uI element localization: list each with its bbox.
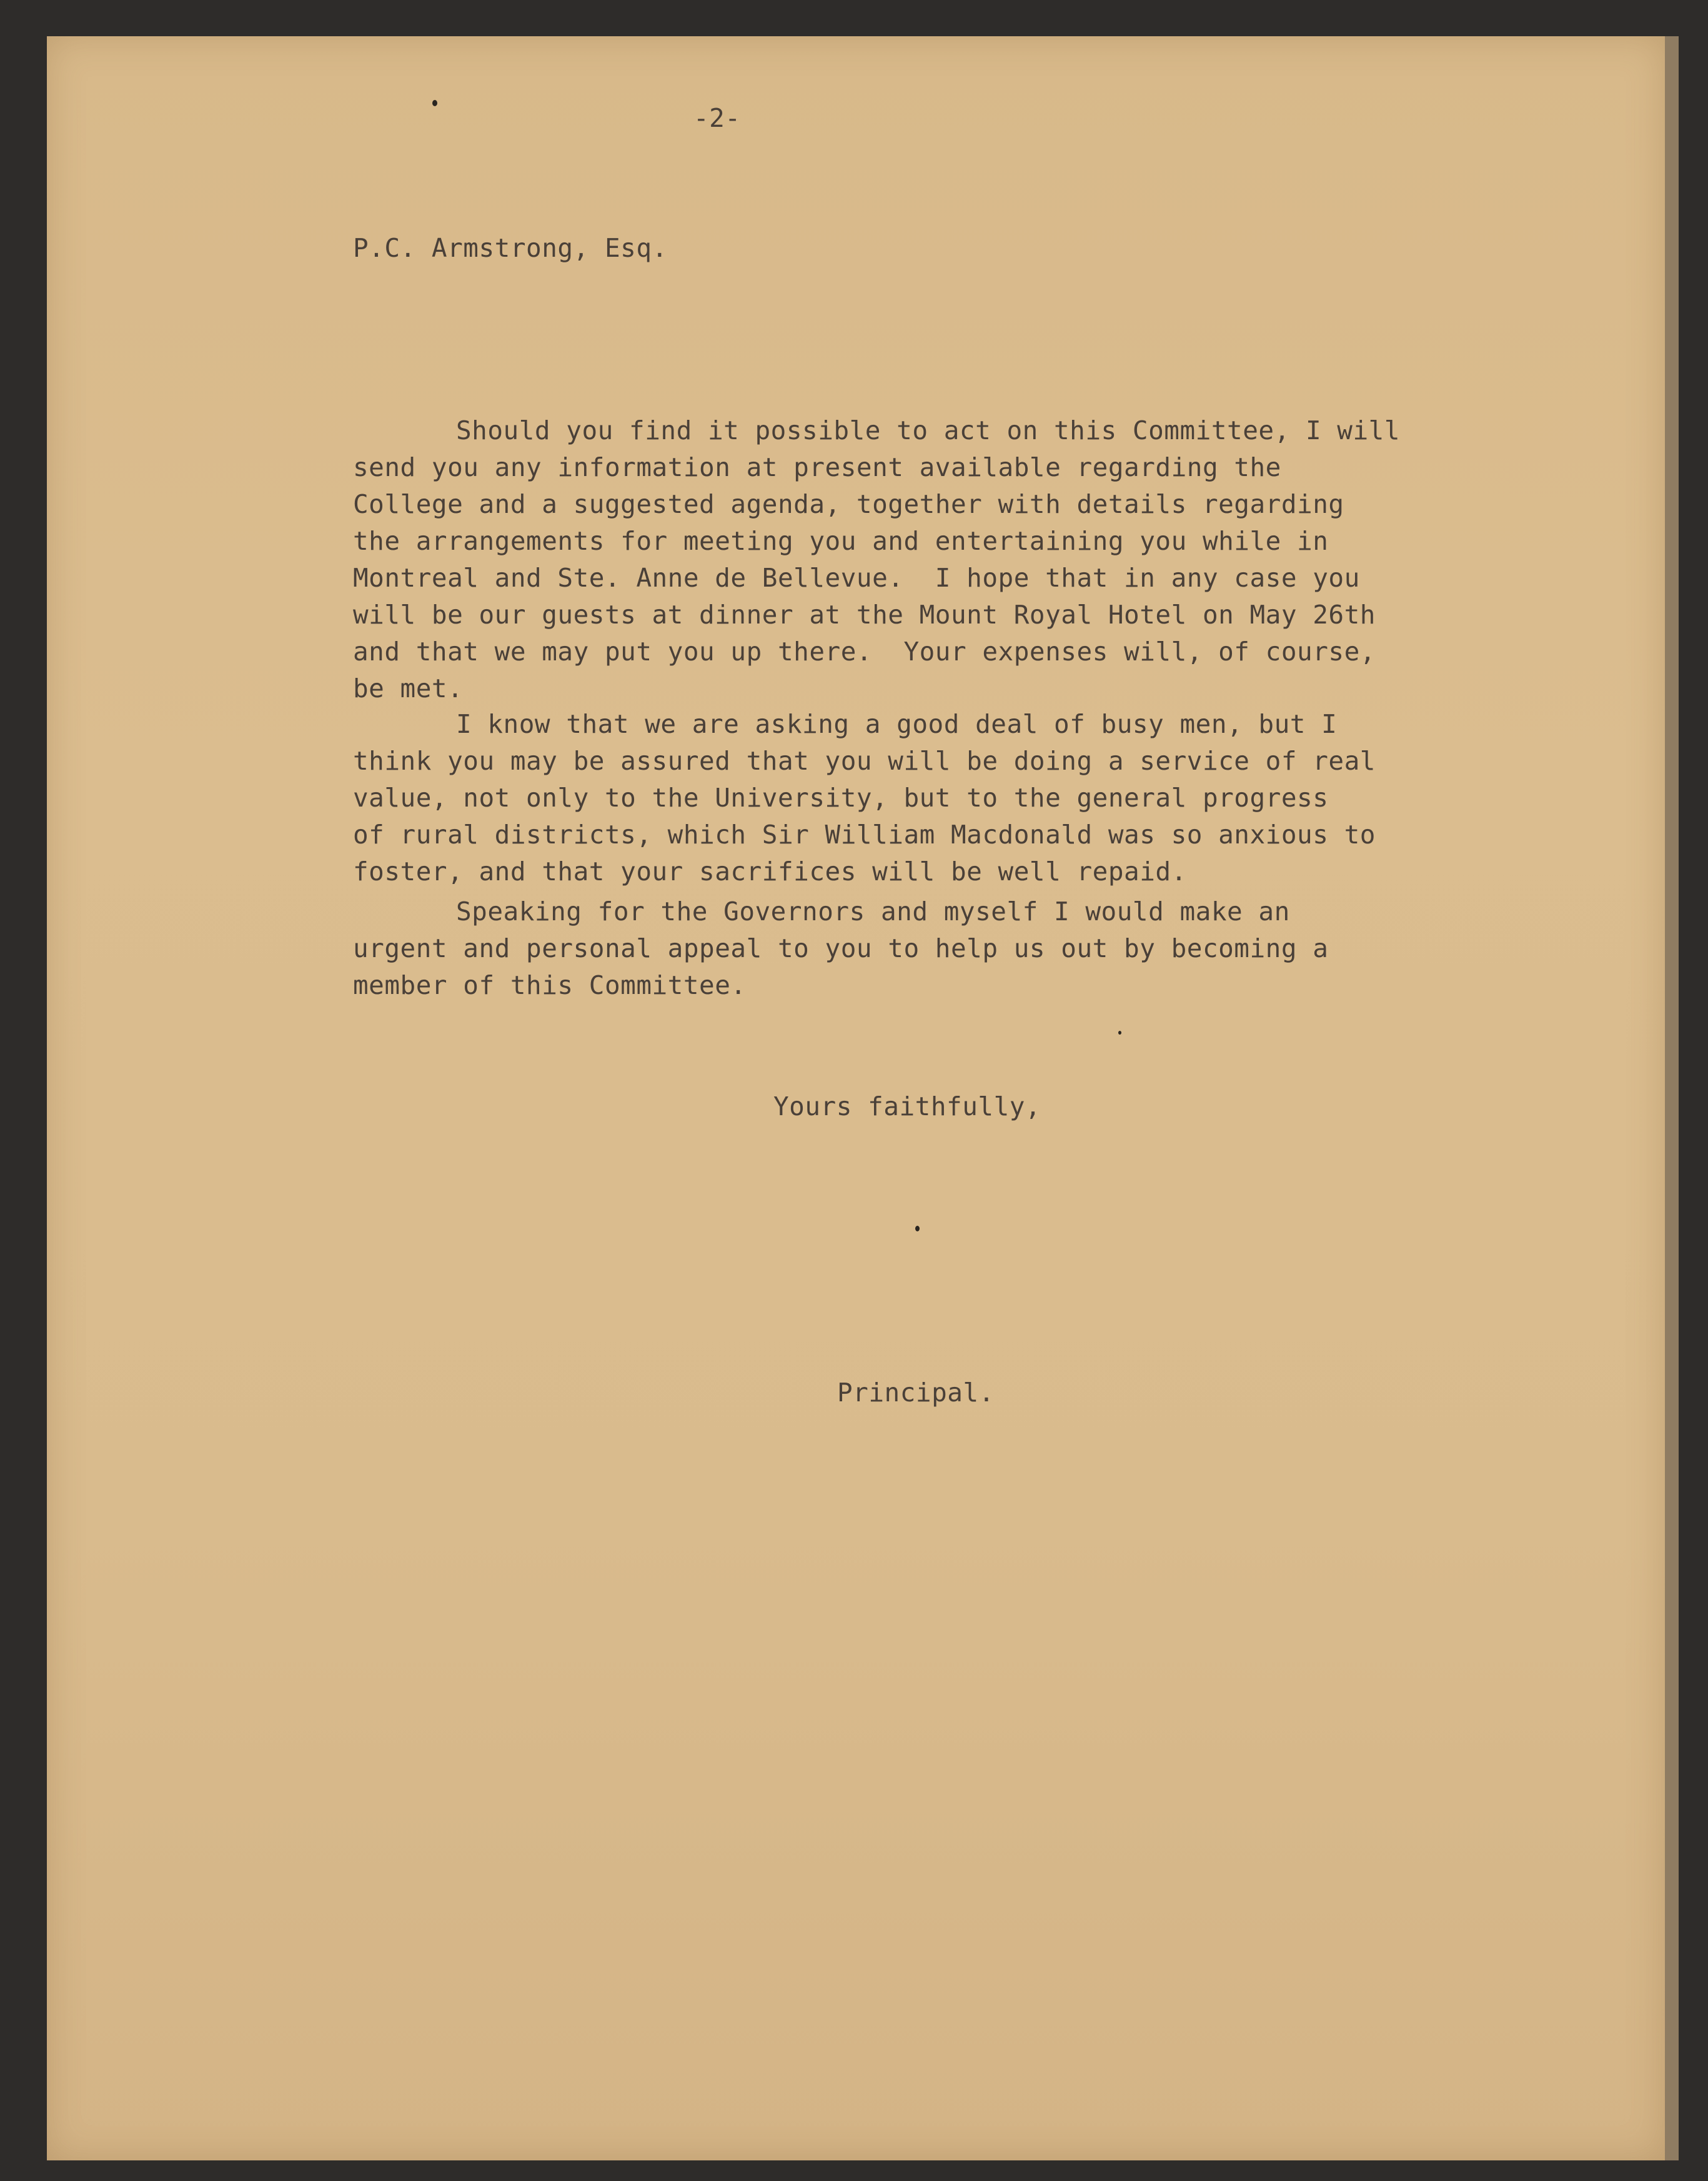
- text-line: Montreal and Ste. Anne de Bellevue. I hope that in any case you: [353, 563, 1360, 593]
- paper-speck: [432, 100, 437, 106]
- page-number: -2-: [693, 103, 741, 133]
- paragraph-2: [353, 706, 1427, 890]
- text-line: College and a suggested agenda, together with details regarding: [353, 489, 1344, 519]
- text-line: Speaking for the Governors and myself I would make an: [456, 897, 1290, 927]
- text-line: will be our guests at dinner at the Mount Royal Hotel on May 26th: [353, 600, 1376, 630]
- text-line: think you may be assured that you will be doing a service of real: [353, 746, 1376, 776]
- text-line: send you any information at present available regarding the: [353, 452, 1281, 482]
- signature-title: Principal.: [837, 1378, 995, 1408]
- text-line: Should you find it possible to act on this Committee, I will: [456, 415, 1401, 445]
- addressee: P.C. Armstrong, Esq.: [353, 233, 668, 263]
- text-line: member of this Committee.: [353, 970, 747, 1000]
- page-edge: [1665, 36, 1679, 2160]
- text-line: the arrangements for meeting you and entertaining you while in: [353, 526, 1329, 556]
- text-line: urgent and personal appeal to you to help us out by becoming a: [353, 933, 1329, 963]
- text-line: I know that we are asking a good deal of busy men, but I: [456, 709, 1338, 739]
- paragraph-3: [353, 893, 1427, 1004]
- text-line: and that we may put you up there. Your expenses will, of course,: [353, 637, 1376, 667]
- paragraph-1: [353, 412, 1427, 707]
- paper-speck: [915, 1226, 920, 1231]
- text-line: value, not only to the University, but to the general progress: [353, 783, 1329, 813]
- text-line: of rural districts, which Sir William Macdonald was so anxious to: [353, 820, 1376, 850]
- paper-speck: [1118, 1031, 1121, 1035]
- text-line: be met.: [353, 673, 464, 703]
- text-line: foster, and that your sacrifices will be well repaid.: [353, 857, 1187, 887]
- closing: Yours faithfully,: [773, 1091, 1041, 1121]
